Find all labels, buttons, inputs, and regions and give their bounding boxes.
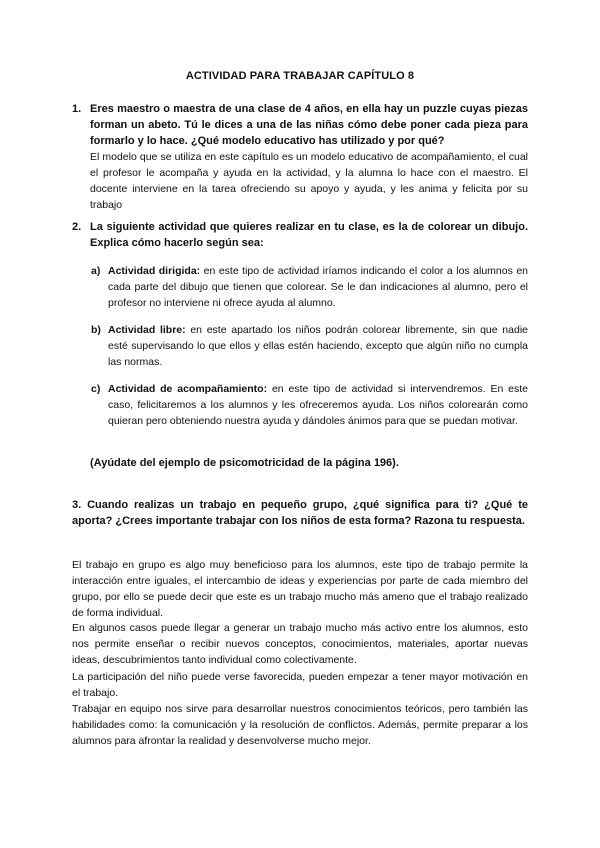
activity-item-label: a) [91, 265, 101, 277]
activity-item-text: en este tipo de actividad si intervendremos. En este caso, felicitaremos a los alumnos y les ofreceremos ayuda. Los niños colorearán como quieran pero obteniendo nuestra ayuda y dándoles ánimos para que se puedan motivar. [108, 383, 528, 427]
reference-note [90, 455, 528, 471]
answer-paragraph-3: La participación del niño puede verse favorecida, pueden empezar a tener mayor motivación en el trabajo. [72, 671, 528, 699]
question-3-text: 3. Cuando realizas un trabajo en pequeño grupo, ¿qué significa para ti? ¿Qué te aporta? ¿Crees importante trabajar con los niños de esta forma? Razona tu respuesta. [72, 499, 528, 527]
activity-item-term: Actividad dirigida: [108, 265, 201, 277]
activity-item-text: en este tipo de actividad iríamos indicando el color a los alumnos en cada parte del dibujo que tienen que colorear. Se le dan indicaciones al alumno, pero el profesor no interviene ni ofrece ayuda al alumno. [108, 265, 529, 309]
activity-item-term: Actividad libre: [108, 324, 186, 336]
question-1-answer: El modelo que se utiliza en este capítulo es un modelo educativo de acompañamiento, el cual el profesor le acompaña y ayuda en la actividad, y la alumna lo hace con el maestro. El docente interviene en la tarea ofreciendo su apoyo y ayuda, y les anima y felicita por su trabajo [90, 151, 528, 211]
activity-item-b [91, 322, 528, 370]
question-1-text: Eres maestro o maestra de una clase de 4 años, en ella hay un puzzle cuyas piezas forman un abeto. Tú le dices a una de las niñas cómo debe poner cada pieza para formarlo y lo hace. ¿Qué modelo educativo has utilizado y por qué? [90, 103, 528, 147]
reference-note-text: (Ayúdate del ejemplo de psicomotricidad de la página 196). [90, 457, 399, 469]
activity-item-c [91, 381, 528, 429]
question-2-number: 2. [72, 221, 82, 233]
activity-item-text: en este apartado los niños podrán colorear libremente, sin que nadie esté supervisando lo que ellos y ellas estén haciendo, excepto que algún niño no cumpla las normas. [108, 324, 528, 368]
question-2-text: La siguiente actividad que quieres realizar en tu clase, es la de colorear un dibujo. Explica cómo hacerlo según sea: [90, 221, 528, 249]
answer-paragraph-1: El trabajo en grupo es algo muy beneficioso para los alumnos, este tipo de trabajo permite la interacción entre iguales, el intercambio de ideas y experiencias por parte de cada miembro del grupo, por ello se puede decir que este es un trabajo mucho más ameno que el trabajo realizado de forma individual. [72, 559, 528, 619]
question-1 [72, 101, 528, 213]
activity-item-label: b) [91, 324, 101, 336]
answer-paragraph-4: Trabajar en equipo nos sirve para desarrollar nuestros conocimientos teóricos, pero también las habilidades como: la comunicación y la resolución de conflictos. Además, permite preparar a los alumnos para afrontar la realidad y desenvolverse mucho mejor. [72, 703, 528, 747]
activity-item-a [91, 263, 529, 311]
activity-item-term: Actividad de acompañamiento: [108, 383, 268, 395]
question-2 [72, 219, 528, 251]
activity-item-label: c) [91, 383, 101, 395]
answer-paragraph-2: En algunos casos puede llegar a generar un trabajo mucho más activo entre los alumnos, esto nos permite enseñar o recibir nuevos conceptos, conocimientos, materiales, aportar nuevas ideas, descubrimientos tanto individual como colectivamente. [72, 622, 528, 666]
page-title: ACTIVIDAD PARA TRABAJAR CAPÍTULO 8 [185, 70, 415, 82]
question-1-number: 1. [72, 103, 82, 115]
